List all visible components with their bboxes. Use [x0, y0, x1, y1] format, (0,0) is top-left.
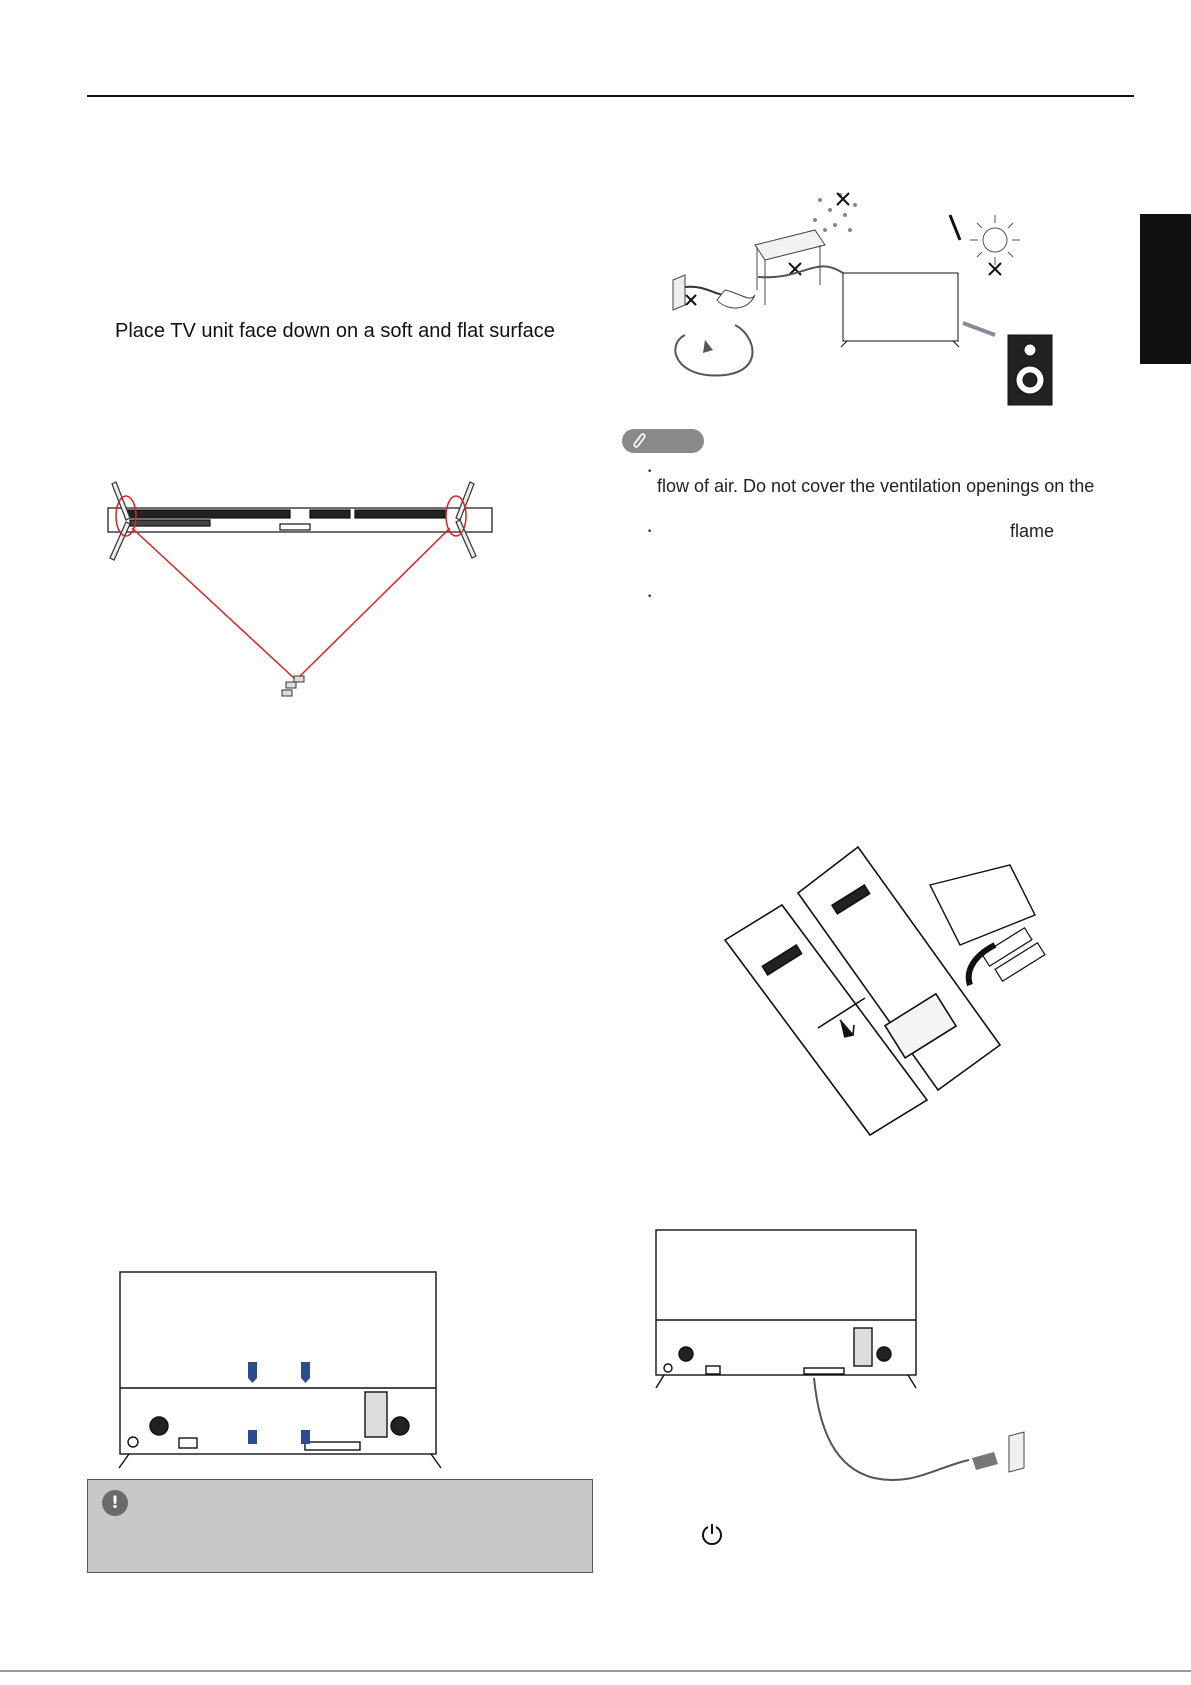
- note-bullet-2: •: [647, 527, 653, 537]
- tv-back-wallmount-diagram: [115, 1270, 447, 1475]
- tv-power-connection-diagram: [654, 1228, 1044, 1490]
- tv-front-icon: [841, 273, 959, 347]
- cross-mark-rain: [837, 193, 849, 205]
- power-icon: [700, 1522, 724, 1546]
- plug-icon: [972, 1452, 998, 1470]
- batteries-icon: [982, 928, 1045, 981]
- warning-icon: !: [102, 1490, 128, 1516]
- sun-icon: [970, 215, 1020, 265]
- step-caption: Place TV unit face down on a soft and flat surface: [115, 320, 555, 342]
- bend-arrow-icon: [703, 340, 713, 353]
- distance-arrow-icon: [963, 323, 995, 335]
- rain-icon: [813, 193, 857, 232]
- screws-icon: [282, 676, 304, 696]
- tv-face-down-diagram: [100, 478, 500, 708]
- warning-box: [87, 1479, 593, 1573]
- plug-cord: [685, 287, 725, 295]
- note-bullet-3: •: [647, 592, 653, 602]
- speaker-icon: [1008, 335, 1052, 405]
- cross-mark-plug: [686, 295, 696, 305]
- hand-icon: [717, 290, 755, 308]
- candle-icon: [950, 215, 960, 240]
- note-fragment-flame: flame: [1010, 521, 1055, 541]
- tv-face-down-body: [108, 508, 492, 532]
- wall-socket-icon: [1009, 1432, 1024, 1472]
- note-label-pill: [622, 429, 704, 453]
- paperclip-icon: [630, 431, 648, 449]
- note-bullet-1: •: [647, 467, 653, 477]
- remote-battery-diagram: [720, 845, 1065, 1135]
- header-rule: [87, 95, 1134, 97]
- tv-back-body: [119, 1272, 441, 1468]
- footer-rule: [0, 1670, 1191, 1672]
- wall-outlet-icon: [673, 275, 685, 310]
- callout-line-left: [132, 528, 296, 680]
- power-cord: [758, 266, 843, 277]
- tv-rear-panel: [656, 1230, 916, 1388]
- language-tab: [1140, 214, 1191, 364]
- cable-loop: [675, 325, 752, 375]
- placement-safety-diagram: [655, 185, 1095, 410]
- callout-line-right: [296, 528, 450, 680]
- note-line-visible: flow of air. Do not cover the ventilation openings on the: [657, 476, 1095, 496]
- power-cable: [814, 1378, 969, 1480]
